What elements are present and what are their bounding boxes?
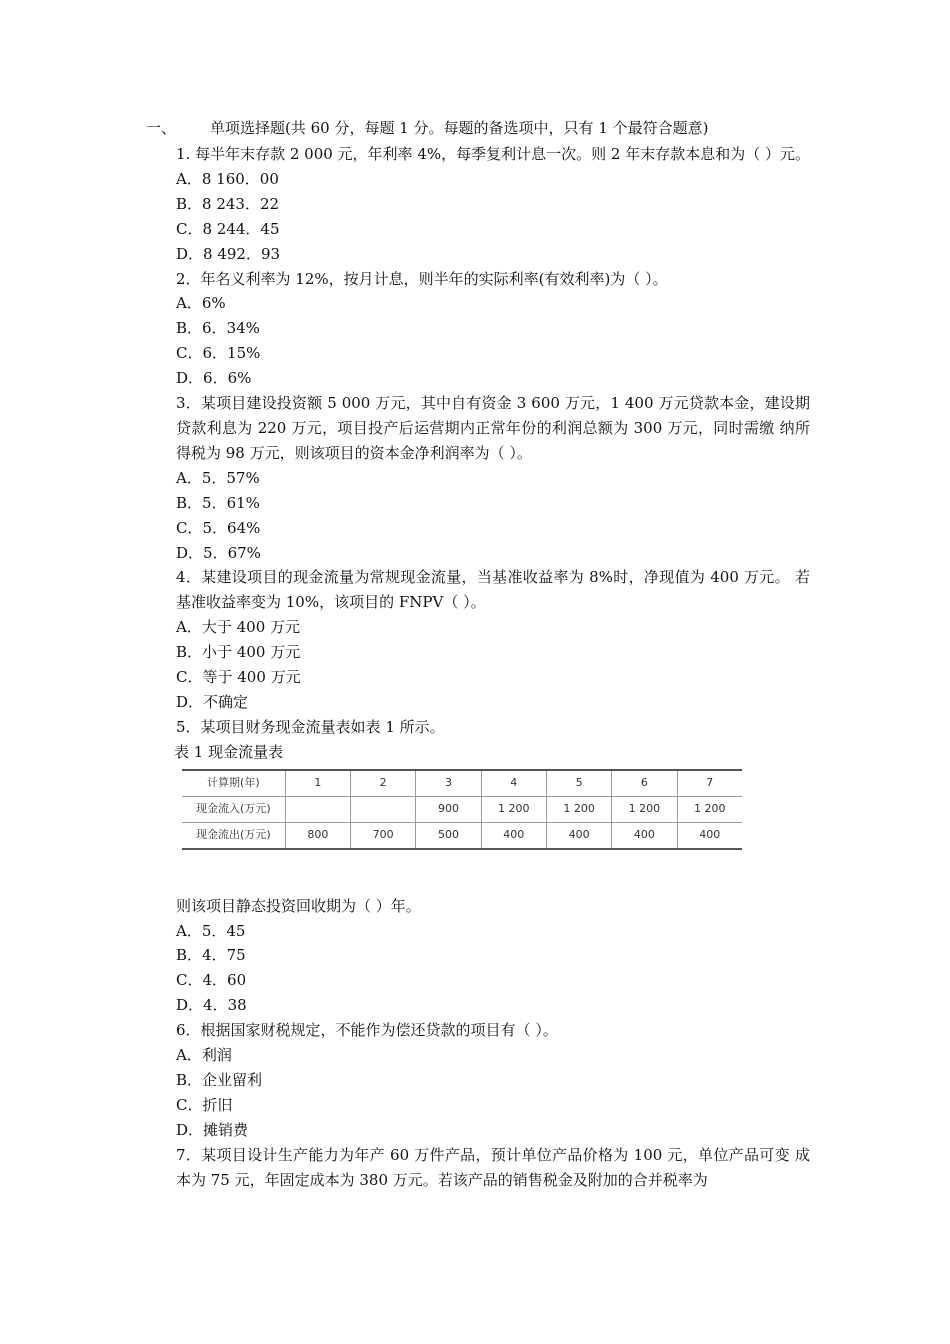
table-cell [351, 796, 416, 822]
table-cell: 1 200 [481, 796, 546, 822]
table-cell: 1 200 [546, 796, 611, 822]
question-1-text: 1. 每半年末存款 2 000 元，年利率 4%，每季复利计息一次。则 2 年末存款本息和为（ ）元。 [176, 145, 810, 163]
question-5-option-c: C．4．60 [176, 971, 247, 990]
table-cell: 1 200 [677, 796, 742, 822]
table-cell: 700 [351, 822, 416, 849]
question-6-text: 6．根据国家财税规定，不能作为偿还贷款的项目有（ ）。 [176, 1021, 558, 1040]
table-caption: 表 1 现金流量表 [174, 742, 284, 761]
question-5-text: 5．某项目财务现金流量表如表 1 所示。 [176, 717, 445, 736]
question-2-option-b: B．6．34% [176, 319, 260, 338]
cash-flow-table [182, 769, 742, 850]
question-3-option-d: D．5．67% [176, 543, 261, 562]
table-header-row [182, 770, 742, 797]
question-5-option-a: A．5．45 [176, 921, 246, 940]
table-cell: 400 [481, 822, 546, 849]
question-7-text: 7．某项目设计生产能力为年产 60 万件产品，预计单位产品价格为 100 元，单位产品可变 成本为 75 元，年固定成本为 380 万元。若该产品的销售税金及附加的合并税率为 [176, 1145, 810, 1189]
table-header-cell: 4 [481, 770, 546, 797]
question-3-option-b: B．5．61% [176, 493, 260, 512]
table-header-cell: 7 [677, 770, 742, 797]
question-1-option-d: D．8 492．93 [176, 244, 281, 263]
table-row-outflow [182, 822, 742, 849]
question-2-option-a: A．6% [176, 294, 226, 313]
question-4-option-b: B．小于 400 万元 [176, 643, 301, 662]
spacer [176, 850, 810, 894]
table-cell: 400 [677, 822, 742, 849]
question-6-option-c: C．折旧 [176, 1095, 233, 1114]
question-5-option-b: B．4．75 [176, 946, 246, 965]
table-cell: 500 [416, 822, 481, 849]
question-6-option-d: D．摊销费 [176, 1120, 249, 1139]
section-number: 一、 [146, 119, 177, 137]
question-4-text: 4．某建设项目的现金流量为常规现金流量，当基准收益率为 8%时，净现值为 400 万元。 若基准收益率变为 10%，该项目的 FNPV（ ）。 [176, 568, 810, 612]
table-cell: 400 [612, 822, 677, 849]
question-4-option-d: D．不确定 [176, 692, 249, 711]
table-header-cell: 5 [546, 770, 611, 797]
table-header-cell: 3 [416, 770, 481, 797]
question-5-option-d: D．4．38 [176, 996, 247, 1015]
question-3-text: 3．某项目建设投资额 5 000 万元，其中自有资金 3 600 万元，1 400 万元贷款本金，建设期贷款利息为 220 万元，项目投产后运营期内正常年份的利润总额为 300 万元，同时需缴 纳所得税为 98 万元，则该项目的资本金净利润率为（ ）。 [176, 394, 810, 462]
question-5-followup: 则该项目静态投资回收期为（ ）年。 [176, 896, 421, 915]
question-4-option-c: C．等于 400 万元 [176, 668, 301, 687]
section-heading [146, 117, 709, 139]
table-cell: 现金流入(万元) [182, 796, 285, 822]
table-cell: 1 200 [612, 796, 677, 822]
question-1-option-c: C．8 244．45 [176, 219, 280, 238]
table-header-cell: 1 [285, 770, 350, 797]
question-1-option-b: B．8 243．22 [176, 194, 280, 213]
question-3-option-a: A．5．57% [176, 468, 260, 487]
question-list [176, 142, 810, 1193]
question-2-text: 2．年名义利率为 12%，按月计息，则半年的实际利率(有效利率)为（ ）。 [176, 269, 668, 288]
section-title: 单项选择题(共 60 分，每题 1 分。每题的备选项中，只有 1 个最符合题意) [210, 119, 709, 137]
question-1-option-a: A．8 160．00 [176, 169, 279, 188]
table-cell: 400 [546, 822, 611, 849]
table-cell: 900 [416, 796, 481, 822]
question-6-option-a: A．利润 [176, 1046, 232, 1065]
question-4-option-a: A．大于 400 万元 [176, 618, 300, 637]
table-header-cell: 2 [351, 770, 416, 797]
question-3-option-c: C．5．64% [176, 518, 261, 537]
table-cell: 800 [285, 822, 350, 849]
table-cell [285, 796, 350, 822]
table-header-cell: 计算期(年) [182, 770, 285, 797]
table-header-cell: 6 [612, 770, 677, 797]
question-6-option-b: B．企业留利 [176, 1071, 263, 1089]
table-cell: 现金流出(万元) [182, 822, 285, 849]
table-row-inflow [182, 796, 742, 822]
question-2-option-d: D．6．6% [176, 369, 252, 388]
question-2-option-c: C．6．15% [176, 344, 261, 363]
